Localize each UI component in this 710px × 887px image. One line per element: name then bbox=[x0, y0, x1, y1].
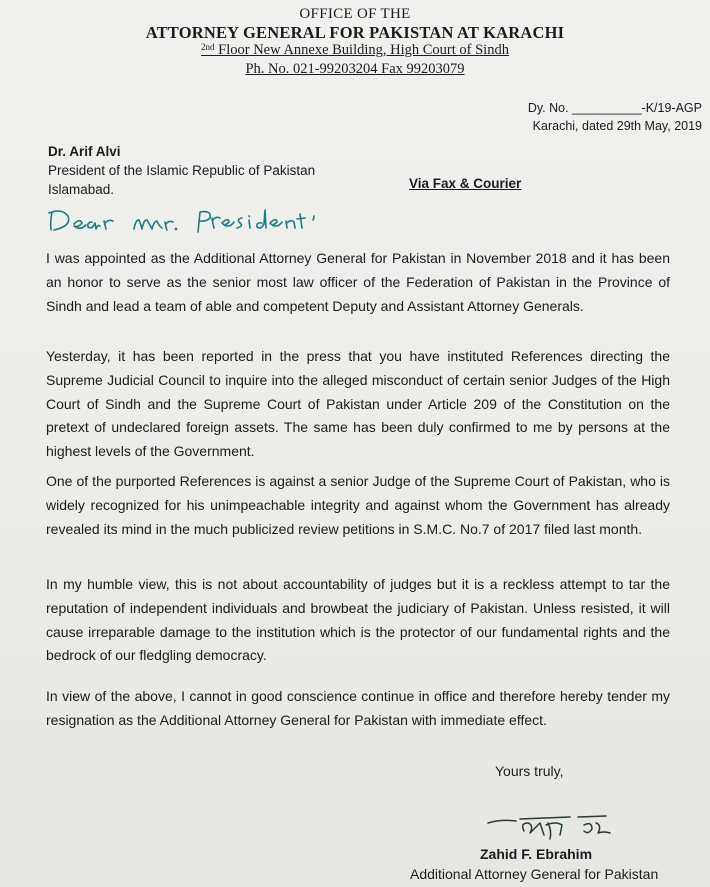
letterhead-title: ATTORNEY GENERAL FOR PAKISTAN AT KARACHI bbox=[145, 23, 565, 42]
signatory-title: Additional Attorney General for Pakistan bbox=[410, 866, 659, 882]
paragraph-2: Yesterday, it has been reported in the press that you have instituted References directing the Supreme Judicial Council to inquire into the alleged misconduct of certain senior Judges of the High Court of Sindh and the Supreme Court of Pakistan under Article 209 of the Constitution on the pretext of undeclared foreign assets. The same has been duly confirmed to me by persons at the highest levels of the Government. bbox=[46, 348, 670, 460]
place-date: Karachi, dated 29th May, 2019 bbox=[532, 119, 702, 133]
addressee-city: Islamabad. bbox=[48, 182, 115, 197]
addressee-block bbox=[48, 142, 315, 199]
address-floor: 2nd bbox=[201, 42, 215, 52]
address-rest: Floor New Annexe Building, High Court of Sindh bbox=[218, 42, 509, 58]
diary-number: Dy. No. __________-K/19-AGP bbox=[527, 101, 702, 115]
addressee-name: Dr. Arif Alvi bbox=[48, 144, 121, 159]
handwritten-salutation bbox=[46, 204, 346, 238]
paragraph-3: One of the purported References is against a senior Judge of the Supreme Court of Pakistan, who is widely recognized for his unimpeachable integrity and against whom the Government has already revealed its mind in the much publicized review petitions in S.M.C. No.7 of 2017 filed last month. bbox=[46, 473, 670, 537]
paragraph-5: In view of the above, I cannot in good conscience continue in office and therefore hereby tender my resignation as the Additional Attorney General for Pakistan with immediate effect. bbox=[46, 688, 670, 728]
signatory-name: Zahid F. Ebrahim bbox=[480, 846, 593, 862]
reference-block bbox=[472, 99, 702, 135]
letterhead-office: OFFICE OF THE bbox=[299, 6, 411, 22]
paragraph-1: I was appointed as the Additional Attorney General for Pakistan in November 2018 and it has been an honor to serve as the senior most law officer of the Federation of Pakistan in the Province of Sindh and lead a team of able and competent Deputy and Assistant Attorney Generals. bbox=[46, 250, 670, 314]
phone-fax: Ph. No. 021-99203204 Fax 99203079 bbox=[245, 61, 465, 77]
handwritten-signature bbox=[480, 805, 630, 845]
letterhead-phone bbox=[0, 61, 710, 78]
closing-line: Yours truly, bbox=[495, 763, 564, 779]
addressee-designation: President of the Islamic Republic of Pakistan bbox=[48, 163, 316, 178]
letterhead-address bbox=[0, 42, 710, 59]
paragraph-4: In my humble view, this is not about accountability of judges but it is a reckless attempt to tar the reputation of independent individuals and browbeat the judiciary of Pakistan. Unless resisted, it will cause irreparable damage to the institution which is the protector of our fundamental rights and the bedrock of our fledgling democracy. bbox=[46, 576, 670, 664]
delivery-mode: Via Fax & Courier bbox=[409, 176, 522, 191]
